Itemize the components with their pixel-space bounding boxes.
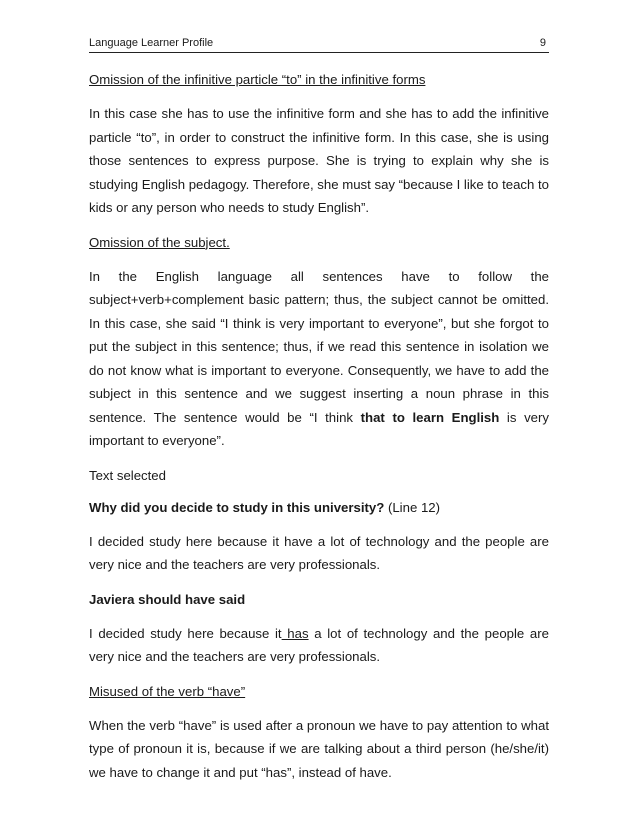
- section-heading-infinitive: Omission of the infinitive particle “to” in the infinitive forms: [89, 72, 426, 87]
- corrected-answer: [89, 622, 549, 669]
- document-body: [89, 70, 549, 797]
- paragraph-have: When the verb “have” is used after a pronoun we have to pay attention to what type of pronoun it is, because if we are talking about a third person (he/she/it) we have to change it and put “has”, instead of have.: [89, 717, 549, 780]
- paragraph-infinitive: In this case she has to use the infinitive form and she has to add the infinitive particle “to”, in order to construct the infinitive form. In this case, she is using those sentences to express purpose. She is trying to explain why she is studying English pedagogy. Therefore, she must say “because I like to teach to kids or any person who needs to study English”.: [89, 106, 549, 215]
- paragraph-subject-tail: is very important to everyone”.: [89, 409, 549, 448]
- section-heading-have: Misused of the verb “have”: [89, 683, 246, 699]
- corrected-answer-end: a lot of technology and the people are very nice and the teachers are very professionals.: [89, 625, 549, 664]
- page-number: 9: [539, 37, 546, 49]
- text-selected-label: Text selected: [89, 467, 166, 483]
- header-title: Language Learner Profile: [89, 37, 214, 49]
- should-have-said-text: Javiera should have said: [89, 591, 246, 607]
- corrected-answer-verb: has: [281, 625, 309, 641]
- paragraph-subject-text: In the English language all sentences have to follow the subject+verb+complement basic pattern; thus, the subject cannot be omitted. In this case, she said “I think is very important to everyone”, but she forgot to put the subject in this sentence; thus, if we read this sentence in isolation we do not know what is important to everyone. Consequently, we have to add the subject in this sentence and we suggest inserting a noun phrase in this sentence. The sentence would be “I think: [89, 268, 549, 425]
- should-have-said-label: [89, 590, 549, 609]
- paragraph-subject-bold: that to learn English: [360, 409, 500, 425]
- section-heading-subject: Omission of the subject.: [89, 234, 230, 250]
- question: [89, 498, 549, 517]
- original-answer: I decided study here because it have a lot of technology and the people are very nice and the teachers are very professionals.: [89, 533, 549, 572]
- corrected-answer-start: I decided study here because it: [89, 625, 282, 641]
- page-header: [89, 37, 549, 53]
- question-line-ref: (Line 12): [384, 499, 441, 515]
- paragraph-subject: [89, 265, 549, 453]
- question-text: Why did you decide to study in this university?: [89, 499, 385, 515]
